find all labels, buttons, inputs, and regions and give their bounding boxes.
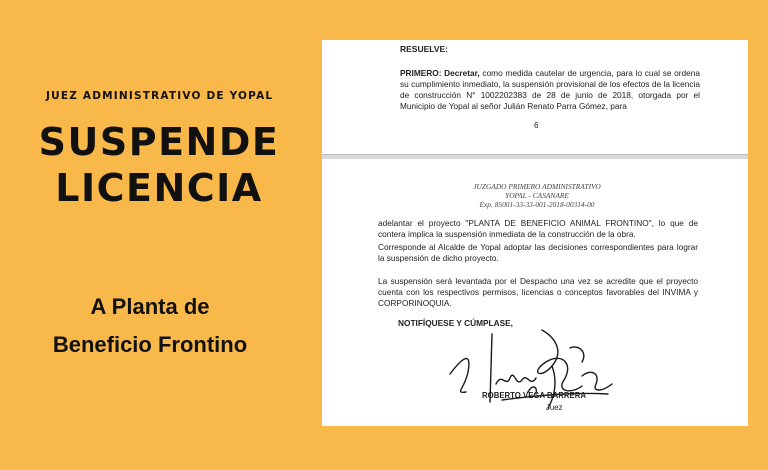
signer-role: Juez: [546, 403, 563, 412]
court-header-line-3: Exp. 85001-33-33-001-2018-00314-00: [479, 200, 595, 209]
court-header-line-2: YOPAL - CASANARE: [505, 191, 569, 200]
subheadline-line-2: Beneficio Frontino: [52, 332, 248, 357]
headline-line-2: LICENCIA: [55, 166, 263, 210]
page-break-divider: [322, 154, 748, 159]
primero-text: como medida cautelar de urgencia, para lo cual se ordena su cumplimiento inmediato, la suspensión provisional de los efectos de la licencia de construcción N° 1002202383 de 28 de junio de 2018, otorgada por el Municipio de Yopal al señor Julián Renato Parra Gómez, para: [400, 68, 701, 111]
primero-paragraph: [400, 68, 700, 112]
headline-panel: [0, 0, 320, 470]
paragraph-lifting: La suspensión será levantada por el Despacho una vez se acredite que el proyecto cuenta con los respectivos permisos, licencias o conceptos favorables del INVIMA y CORPORINOQUIA.: [378, 276, 698, 308]
paragraph-project: adelantar el proyecto "PLANTA DE BENEFICIO ANIMAL FRONTINO", lo que de contera implica la suspensión inmediata de la construcción de la obra.: [378, 218, 698, 239]
notify-closing: NOTIFÍQUESE Y CÚMPLASE,: [398, 318, 513, 328]
primero-label: PRIMERO: Decretar,: [400, 68, 480, 78]
signer-name: ROBERTO VEGA BARRERA: [482, 391, 586, 400]
kicker-text: JUEZ ADMINISTRATIVO DE YOPAL: [46, 90, 274, 102]
court-document-scan: [322, 40, 748, 426]
headline-line-1: SUSPENDE: [38, 120, 280, 164]
paragraph-mayor: Corresponde al Alcalde de Yopal adoptar las decisiones correspondientes para lograr la suspensión de dicho proyecto.: [378, 242, 698, 263]
subheadline-line-1: A Planta de: [90, 294, 210, 319]
page-number: 6: [534, 121, 539, 130]
court-header-line-1: JUZGADO PRIMERO ADMINISTRATIVO: [473, 182, 601, 191]
resuelve-heading: RESUELVE:: [400, 44, 449, 54]
